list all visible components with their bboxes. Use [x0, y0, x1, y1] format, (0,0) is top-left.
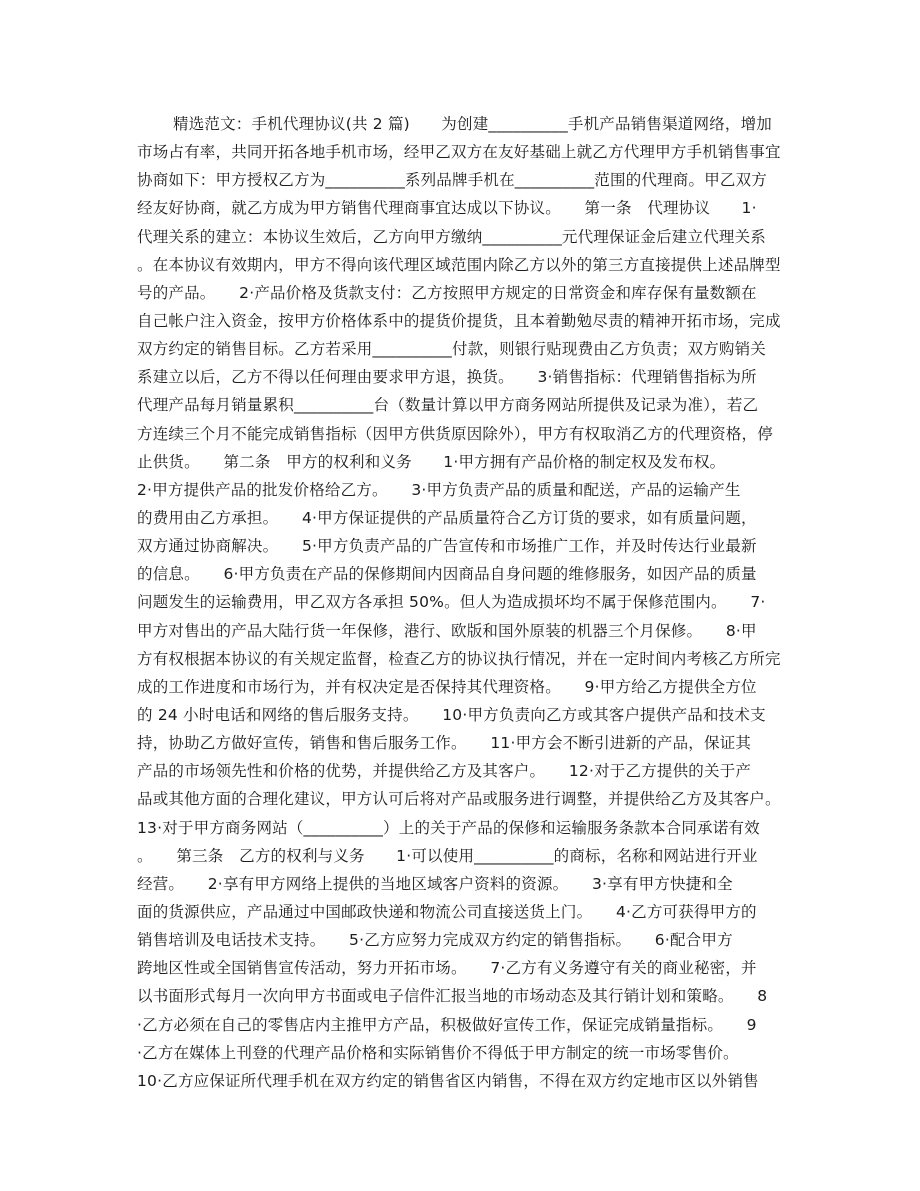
text-line: 双方约定的销售目标。乙方若采用__________付款，则银行贴现费由乙方负责；双方购销关 [137, 340, 767, 359]
text-line: 面的货源供应，产品通过中国邮政快递和物流公司直接送货上门。 4·乙方可获得甲方的 [137, 902, 757, 921]
text-line: ·乙方必须在自己的零售店内主推甲方产品，积极做好宣传工作，保证完成销量指标。 9 [137, 1015, 757, 1034]
text-line: 销售培训及电话技术支持。 5·乙方应努力完成双方约定的销售指标。 6·配合甲方 [137, 931, 733, 950]
text-line: 代理产品每月销量累积__________台（数量计算以甲方商务网站所提供及记录为准），若乙 [137, 396, 759, 415]
text-line: 2·甲方提供产品的批发价格给乙方。 3·甲方负责产品的质量和配送，产品的运输产生 [137, 480, 741, 499]
document-body [137, 110, 782, 1095]
text-line: 方连续三个月不能完成销售指标（因甲方供货原因除外），甲方有权取消乙方的代理资格，停 [137, 424, 773, 443]
text-line: 13·对于甲方商务网站（__________）上的关于产品的保修和运输服务条款本合同承诺有效 [137, 818, 760, 837]
text-line: 号的产品。 2·产品价格及货款支付：乙方按照甲方规定的日常资金和库存保有量数额在 [137, 283, 757, 302]
text-line: 。 第三条 乙方的权利与义务 1·可以使用__________的商标，名称和网站进行开业 [137, 846, 758, 865]
text-line: 的信息。 6·甲方负责在产品的保修期间内因商品自身问题的维修服务，如因产品的质量 [137, 565, 757, 584]
text-line: 经友好协商，就乙方成为甲方销售代理商事宜达成以下协议。 第一条 代理协议 1· [137, 199, 757, 218]
text-line: ·乙方在媒体上刊登的代理产品价格和实际销售价不得低于甲方制定的统一市场零售价。 [137, 1043, 739, 1062]
text-line: 甲方对售出的产品大陆行货一年保修，港行、欧版和国外原装的机器三个月保修。 8·甲 [137, 621, 757, 640]
text-line: 10·乙方应保证所代理手机在双方约定的销售省区内销售，不得在双方约定地市区以外销售 [137, 1071, 759, 1090]
text-line: 自己帐户注入资金，按甲方价格体系中的提货价提货，且本着勤勉尽责的精神开拓市场，完成 [137, 311, 781, 330]
text-line: 的 24 小时电话和网络的售后服务支持。 10·甲方负责向乙方或其客户提供产品和技术支 [137, 705, 766, 724]
text-line: 持，协助乙方做好宣传，销售和售后服务工作。 11·甲方会不断引进新的产品，保证其 [137, 734, 752, 753]
text-line: 以书面形式每月一次向甲方书面或电子信件汇报当地的市场动态及其行销计划和策略。 8 [137, 987, 768, 1006]
text-line: 双方通过协商解决。 5·甲方负责产品的广告宣传和市场推广工作，并及时传达行业最新 [137, 537, 757, 556]
text-line: 品或其他方面的合理化建议，甲方认可后将对产品或服务进行调整，并提供给乙方及其客户。 [137, 790, 781, 809]
text-line: 精选范文：手机代理协议(共 2 篇) 为创建__________手机产品销售渠道网络，增加 [173, 115, 773, 133]
text-line: 。在本协议有效期内，甲方不得向该代理区域范围内除乙方以外的第三方直接提供上述品牌型 [137, 255, 781, 274]
text-line: 跨地区性或全国销售宣传活动，努力开拓市场。 7·乙方有义务遵守有关的商业秘密，并 [137, 959, 757, 978]
text-line: 代理关系的建立：本协议生效后，乙方向甲方缴纳__________元代理保证金后建立代理关系 [137, 227, 767, 246]
text-line: 市场占有率，共同开拓各地手机市场，经甲乙双方在友好基础上就乙方代理甲方手机销售事宜 [137, 143, 781, 162]
text-line: 止供货。 第二条 甲方的权利和义务 1·甲方拥有产品价格的制定权及发布权。 [137, 452, 726, 471]
text-line: 产品的市场领先性和价格的优势，并提供给乙方及其客户。 12·对于乙方提供的关于产 [137, 762, 752, 781]
text-line: 的费用由乙方承担。 4·甲方保证提供的产品质量符合乙方订货的要求，如有质量问题， [137, 508, 757, 527]
text-line: 方有权根据本协议的有关规定监督，检查乙方的协议执行情况，并在一定时间内考核乙方所完 [137, 649, 781, 668]
text-line: 经营。 2·享有甲方网络上提供的当地区域客户资料的资源。 3·享有甲方快捷和全 [137, 874, 733, 893]
text-line: 问题发生的运输费用，甲乙双方各承担 50%。但人为造成损坏均不属于保修范围内。 7· [137, 593, 766, 612]
text-line: 成的工作进度和市场行为，并有权决定是否保持其代理资格。 9·甲方给乙方提供全方位 [137, 677, 757, 696]
text-line: 协商如下：甲方授权乙方为__________系列品牌手机在__________范围的代理商。甲乙双方 [137, 171, 768, 190]
text-line: 系建立以后，乙方不得以任何理由要求甲方退，换货。 3·销售指标：代理销售指标为所 [137, 368, 757, 387]
